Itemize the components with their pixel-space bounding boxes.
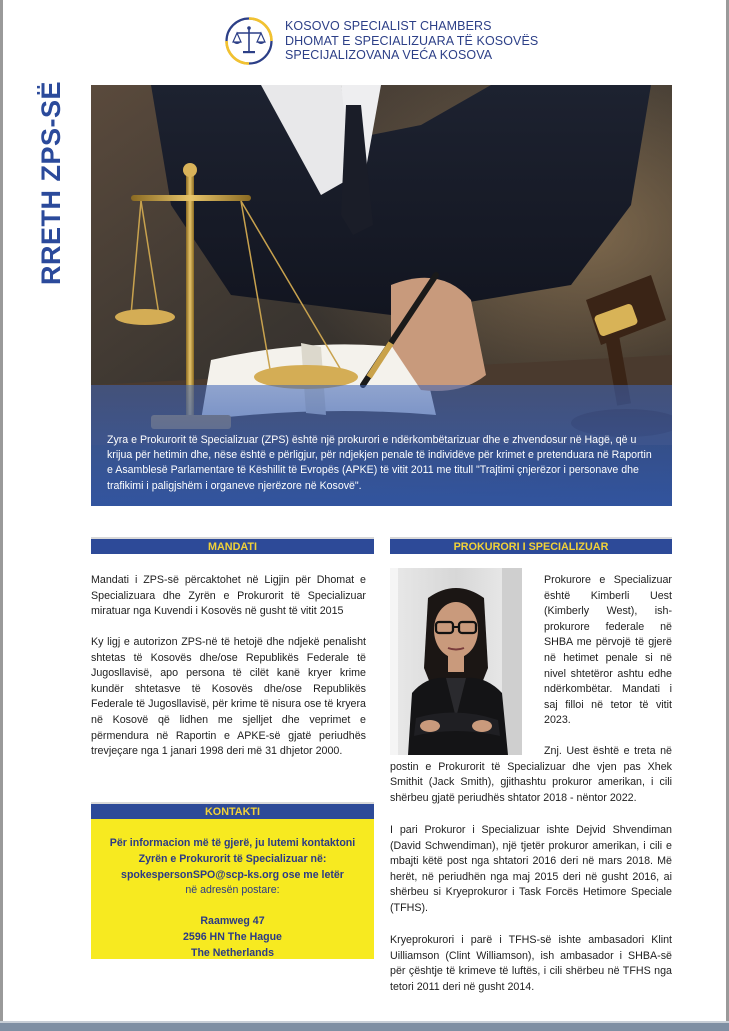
page-left-edge (0, 0, 3, 1031)
contact-email-link[interactable]: spokespersonSPO@scp-ks.org (121, 868, 280, 881)
address-line-1: Raamweg 47 (200, 915, 265, 928)
prokurori-heading: PROKURORI I SPECIALIZUAR (390, 537, 672, 554)
prokurori-paragraph-3: Kryeprokurori i parë i TFHS-së ishte ambasadori Klint Uilliamson (Clint Williamson), ish ambasador i SHBA-së për çështje të krimeve të luftës, i cili shërbeu në TFHS nga tetori 2011 deri në gusht 2014. (390, 934, 672, 993)
contact-email-suffix: ose me letër (279, 868, 344, 881)
side-title: RRETH ZPS-SË (36, 80, 66, 285)
kontakti-heading: KONTAKTI (91, 802, 374, 819)
mandati-heading: MANDATI (91, 537, 374, 554)
logo-line-english: KOSOVO SPECIALIST CHAMBERS (285, 19, 492, 34)
logo-line-albanian: DHOMAT E SPECIALIZUARA TË KOSOVËS (285, 33, 539, 48)
prosecutor-portrait (390, 568, 522, 755)
prokurori-intro: Prokurore e Specializuar është Kimberli Uest (Kimberly West), ish-prokurore federale në SHBA me përvojë të gjerë në hetimet penale si në nivel shtetëror ashtu edhe ndërkombëtar. Mandati i saj filloi në tetor të vitit 2023. (544, 574, 672, 727)
logo-line-serbian: SPECIJALIZOVANA VEĆA KOSOVA (285, 48, 493, 63)
prokurori-paragraph-1: Znj. Uest është e treta në postin e Prokurorit të Specializuar dhe vjen pas Xhek Smithit (Jack Smith), gjithashtu prokuror amerikan, i cili shërbeu gjatë periudhës shtator 2018 - nëntor 2022. (390, 745, 672, 804)
contact-line-1: Për informacion më të gjerë, ju lutemi kontaktoni (109, 837, 356, 849)
mandati-paragraph-2: Ky ligj e autorizon ZPS-në të hetojë dhe ndjekë penalisht shtetas të Kosovës dhe/ose Republikës Federale të Jugosllavisë, apo persona të cilët kanë kryer krime kundër shtetasve të Kosovës dhe/ose Republikës Federale të Jugosllavisë, për krime të nisura ose të kryera në Kosovë që lidhen me sjelljet dhe veprimet e përmendura në Raportin e APKE-së gjatë periudhës trevjeçare nga 1 janari 1998 deri më 31 dhjetor 2000. (91, 636, 366, 758)
address-line-3: The Netherlands (190, 946, 274, 959)
hero-caption: Zyra e Prokurorit të Specializuar (ZPS) është një prokurori e ndërkombëtarizuar dhe e zhvendosur në Hagë, që u krijua për hetimin dhe, nëse është e përligjur, për ndjekjen penale të individëve për krimet e pretenduara në Raportin e Asamblesë Parlamentare të Këshillit të Evropës (APKE) të vitit 2011 me titull "Trajtimi çnjerëzor i personave dhe trafikimi i paligjshëm i organeve njerëzore në Kosovë". (107, 434, 652, 492)
contact-line-3 (91, 868, 374, 884)
prokurori-paragraph-2: I pari Prokuror i Specializuar ishte Dejvid Shvendiman (David Schwendiman), një tjetër prokuror amerikan, i cili e mbajti këtë post nga shtatori 2016 deri në mars 2018. Më herët, në periudhën nga maj 2015 deri në gusht 2016, ai shërbeu si Kryeprokuror i Task Forcës Hetimore Speciale (TFHS). (390, 824, 672, 914)
header-logo (225, 17, 538, 65)
portrait-photo (390, 568, 522, 755)
mandati-paragraph-1: Mandati i ZPS-së përcaktohet në Ligjin për Dhomat e Specializuara dhe Zyrën e Prokurorit të Specializuar miratuar nga Kuvendi i Kosovës në gusht të vitit 2015 (91, 574, 366, 618)
address-line-2: 2596 HN The Hague (183, 930, 282, 943)
contact-line-4: në adresën postare: (185, 884, 280, 897)
hero-image (91, 85, 672, 506)
contact-box (91, 819, 374, 959)
logo-text (285, 19, 538, 63)
page-bottom-bar (0, 1023, 729, 1031)
contact-line-2: Zyrën e Prokurorit të Specializuar në: (138, 852, 327, 865)
scales-emblem-icon (225, 17, 273, 65)
